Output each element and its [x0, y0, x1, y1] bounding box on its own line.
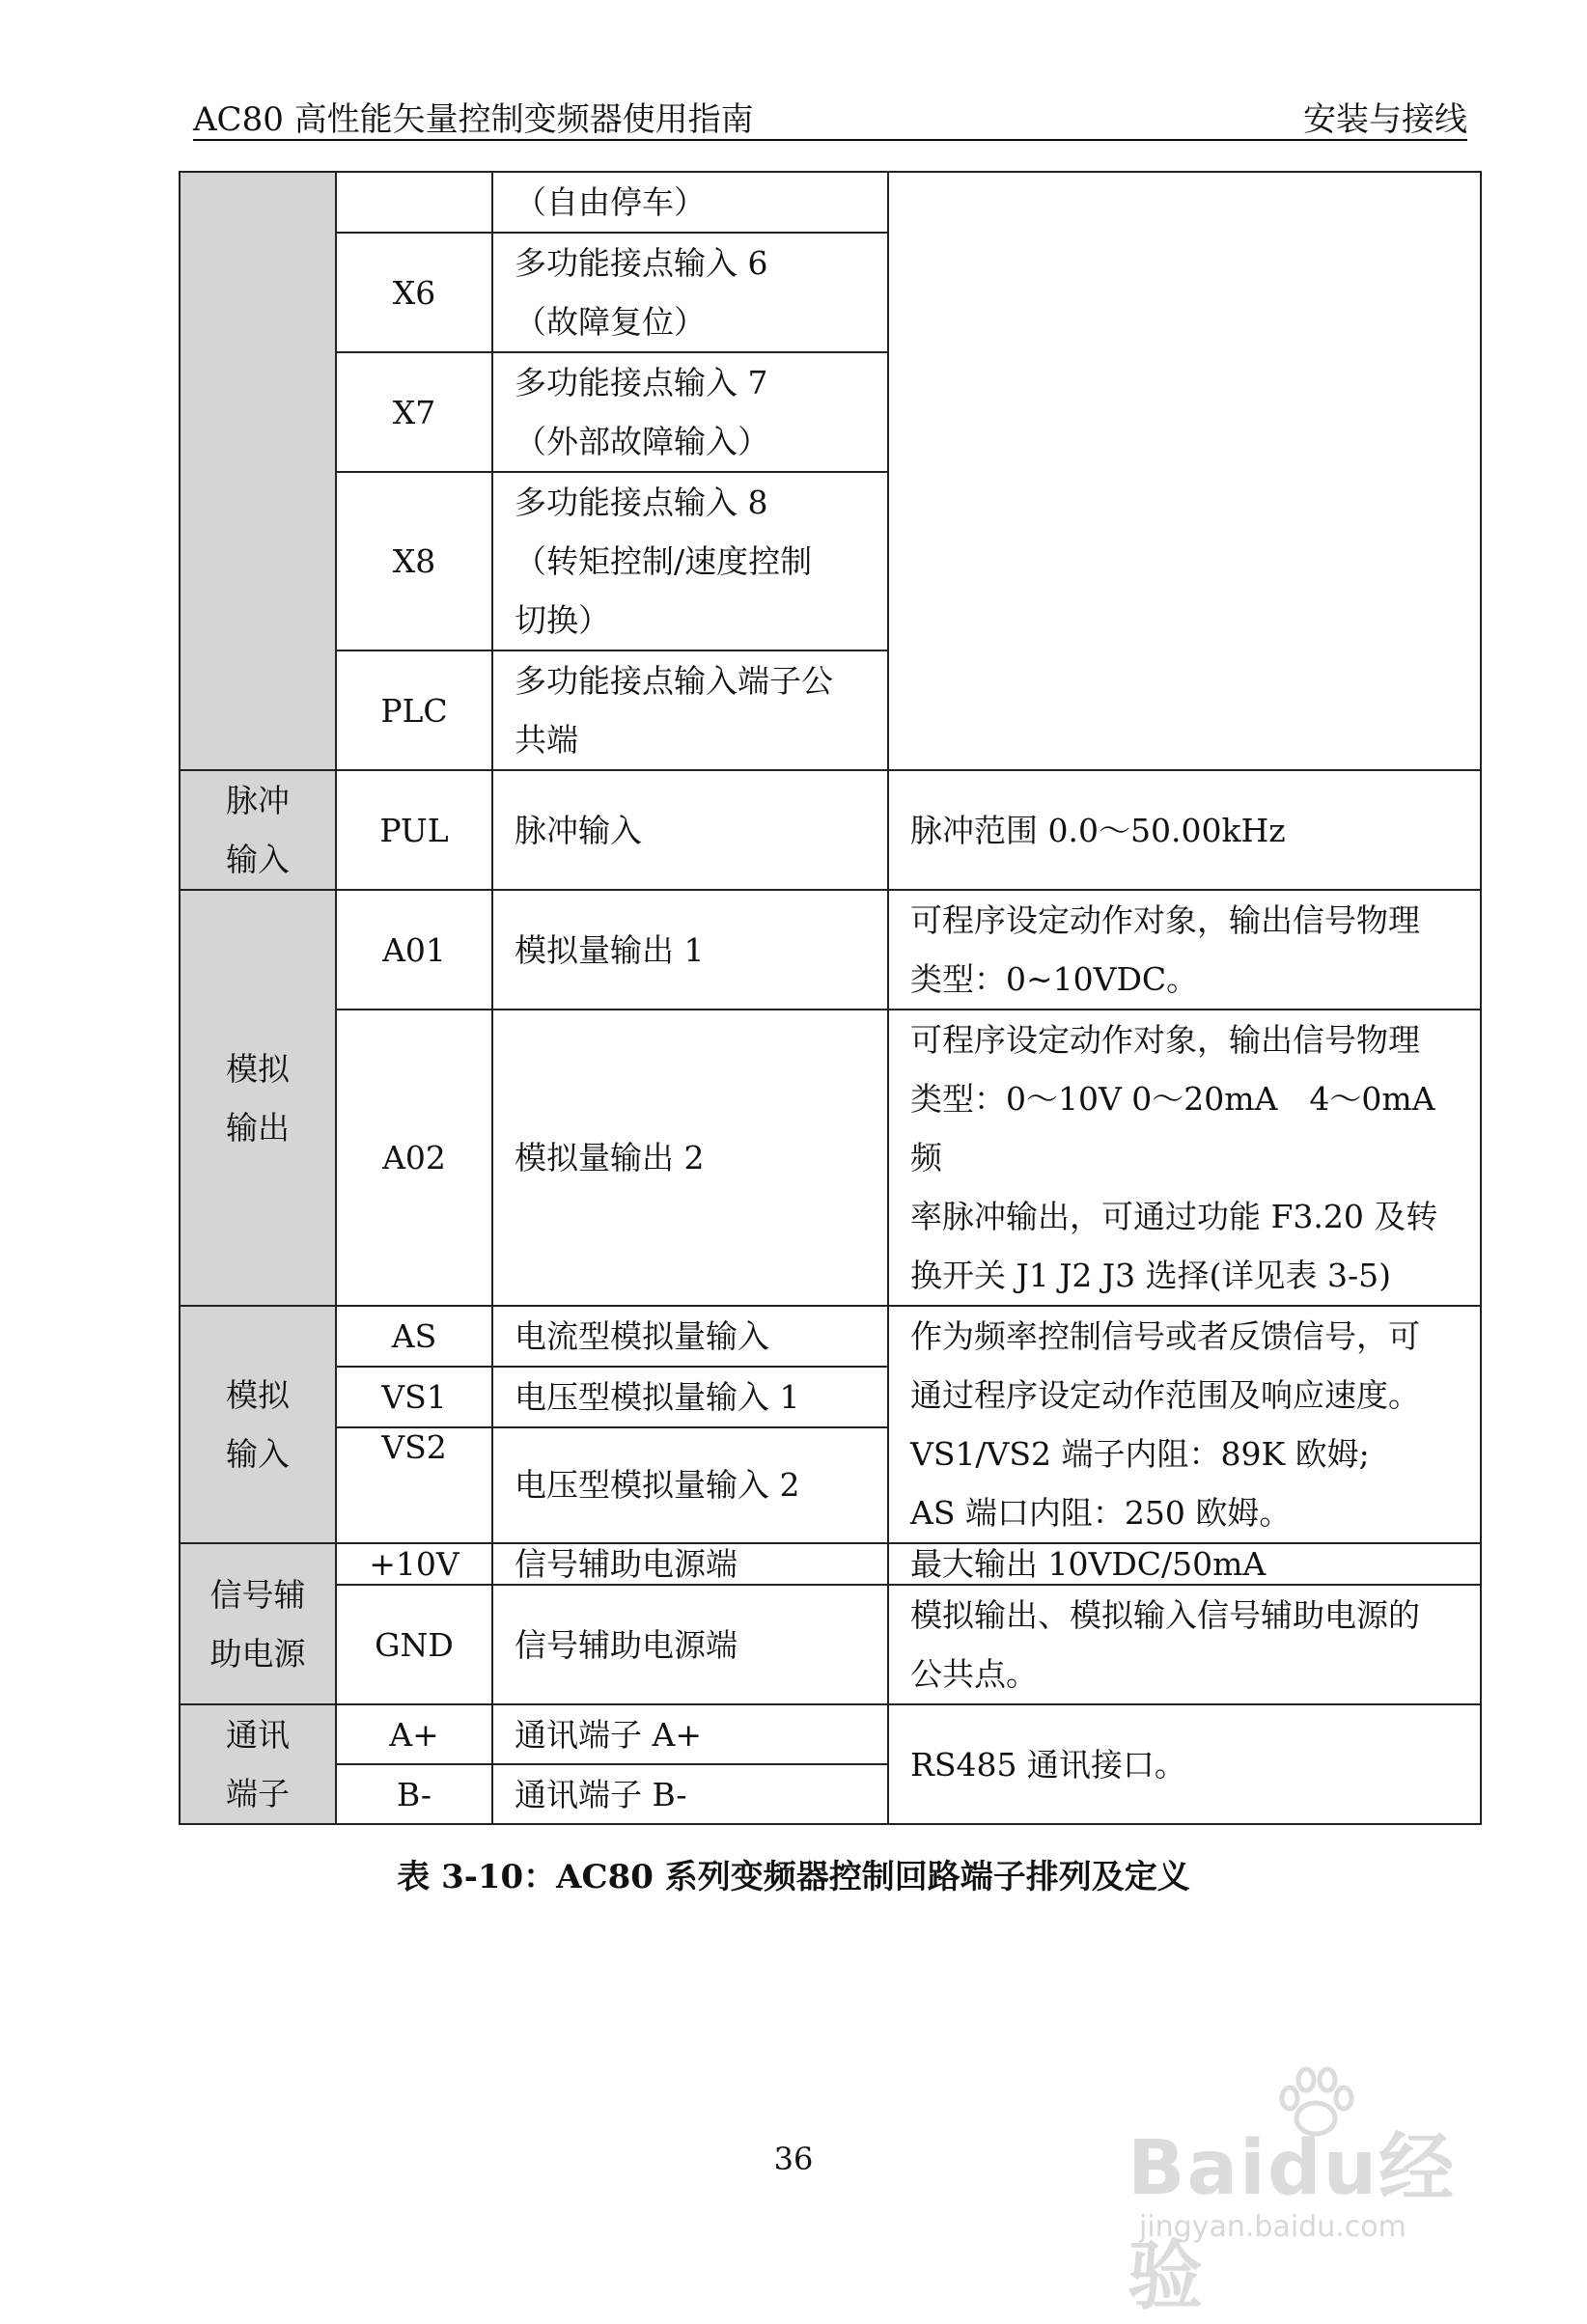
description-cell: 模拟输出、模拟输入信号辅助电源的 公共点。 — [888, 1585, 1481, 1704]
table-row — [180, 890, 1481, 1010]
description-cell: 最大输出 10VDC/50mA — [888, 1543, 1481, 1585]
function-cell: 多功能接点输入端子公 共端 — [492, 650, 888, 770]
header-title: AC80 高性能矢量控制变频器使用指南 — [193, 100, 754, 139]
page-header — [193, 93, 1467, 141]
function-cell: 信号辅助电源端 — [492, 1543, 888, 1585]
terminal-cell: X7 — [336, 352, 492, 472]
table-row — [180, 172, 1481, 233]
function-cell: 多功能接点输入 8 （转矩控制/速度控制 切换） — [492, 472, 888, 650]
table-row — [180, 1543, 1481, 1585]
watermark-url: jingyan.baidu.com — [1139, 2210, 1406, 2244]
terminal-cell: PLC — [336, 650, 492, 770]
terminal-cell: AS — [336, 1306, 492, 1367]
terminal-cell: A01 — [336, 890, 492, 1010]
group-cell-digital-input — [180, 172, 336, 770]
description-cell: 可程序设定动作对象，输出信号物理 类型：0～10V 0～20mA 4～0mA 频 率脉冲输出，可通过功能 F3.20 及转 换开关 J1 J2 J3 选择(详见表 3-5) — [888, 1010, 1481, 1306]
terminal-cell: A02 — [336, 1010, 492, 1306]
function-cell: 电流型模拟量输入 — [492, 1306, 888, 1367]
terminal-cell: VS1 — [336, 1367, 492, 1427]
group-cell-communication: 通讯 端子 — [180, 1704, 336, 1824]
description-cell: 脉冲范围 0.0～50.00kHz — [888, 770, 1481, 890]
group-cell-analog-input: 模拟 输入 — [180, 1306, 336, 1543]
header-rule — [193, 139, 1467, 141]
header-section: 安装与接线 — [1303, 100, 1467, 139]
function-cell: 模拟量输出 1 — [492, 890, 888, 1010]
function-cell: 电压型模拟量输入 1 — [492, 1367, 888, 1427]
terminal-cell: +10V — [336, 1543, 492, 1585]
function-cell: 电压型模拟量输入 2 — [492, 1427, 888, 1543]
description-cell: 可程序设定动作对象，输出信号物理 类型：0~10VDC。 — [888, 890, 1481, 1010]
terminal-cell: X8 — [336, 472, 492, 650]
table-row — [180, 1585, 1481, 1704]
function-cell: 模拟量输出 2 — [492, 1010, 888, 1306]
watermark-logo: Baidu经验 — [1128, 2125, 1457, 2320]
group-cell-aux-power: 信号辅 助电源 — [180, 1543, 336, 1704]
terminal-cell: X6 — [336, 233, 492, 352]
terminal-cell: B- — [336, 1764, 492, 1824]
table-row — [180, 1010, 1481, 1306]
terminal-cell: PUL — [336, 770, 492, 890]
table-row — [180, 1306, 1481, 1367]
group-cell-analog-output: 模拟 输出 — [180, 890, 336, 1306]
terminal-table — [179, 171, 1482, 1825]
function-cell: 信号辅助电源端 — [492, 1585, 888, 1704]
function-cell: 多功能接点输入 7 （外部故障输入） — [492, 352, 888, 472]
function-cell: 脉冲输入 — [492, 770, 888, 890]
function-cell: 通讯端子 B- — [492, 1764, 888, 1824]
description-cell: RS485 通讯接口。 — [888, 1704, 1481, 1824]
terminal-cell — [336, 172, 492, 233]
table-row — [180, 770, 1481, 890]
page-number: 36 — [773, 2141, 814, 2177]
terminal-cell: A+ — [336, 1704, 492, 1764]
group-cell-pulse-input: 脉冲 输入 — [180, 770, 336, 890]
terminal-cell: GND — [336, 1585, 492, 1704]
function-cell: 多功能接点输入 6 （故障复位） — [492, 233, 888, 352]
description-cell: 作为频率控制信号或者反馈信号，可 通过程序设定动作范围及响应速度。 VS1/VS2 端子内阻：89K 欧姆; AS 端口内阻：250 欧姆。 — [888, 1306, 1481, 1543]
table-row — [180, 1704, 1481, 1764]
table-caption: 表 3-10：AC80 系列变频器控制回路端子排列及定义 — [397, 1858, 1190, 1896]
function-cell: 通讯端子 A+ — [492, 1704, 888, 1764]
baidu-watermark — [1128, 2065, 1514, 2320]
function-cell: （自由停车） — [492, 172, 888, 233]
description-cell — [888, 172, 1481, 770]
terminal-cell: VS2 — [336, 1427, 492, 1543]
